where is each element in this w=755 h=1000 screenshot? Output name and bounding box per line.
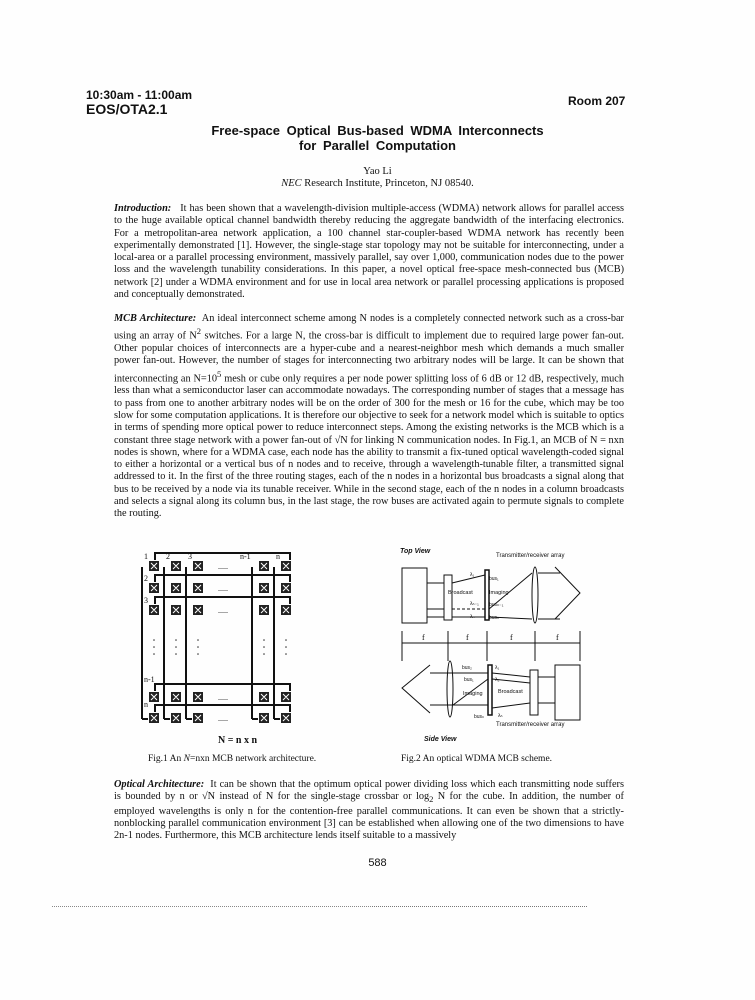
- svg-text:.....: .....: [218, 562, 228, 571]
- svg-text:λₙ₋₁: λₙ₋₁: [470, 601, 479, 607]
- author-name: Yao Li: [363, 166, 392, 177]
- svg-text:λ₂: λ₂: [495, 677, 500, 683]
- svg-text:λₙ: λₙ: [498, 713, 503, 719]
- svg-text:λₙ: λₙ: [470, 614, 475, 620]
- room-number: Room 207: [568, 94, 626, 108]
- svg-text:busₙ: busₙ: [474, 714, 485, 720]
- svg-text:Broadcast: Broadcast: [448, 590, 473, 596]
- optical-sub-a: 2: [429, 794, 434, 805]
- mcb-sup-b: 5: [217, 368, 222, 379]
- affiliation-org: NEC: [281, 178, 302, 189]
- svg-text:n-1: n-1: [240, 552, 251, 561]
- introduction-text: It has been shown that a wavelength-division multiple-access (WDMA) network allows for parallel access to the huge available optical channel bandwidth thereby reducing the aggregate bandwidth of the interfacing electronics. For a metropolitan-area network application, a 100 channel star-coupler-based WDMA network has recently been experimentally demonstrated [1]. However, the single-stage star topology may not be suitable for interconnecting, under a local-area or a parallel processing environment, massively parallel, say over 1,000, communication nodes due to the power loss and the wavelength tunability considerations. In this paper, a novel optical free-space mesh-connected bus (MCB) network [2] under a WDMA environment and for use in local area network or parallel processing applications is proposed and conceptually demonstrated.: [114, 203, 624, 301]
- svg-text:.....: .....: [218, 714, 228, 723]
- figure-2: [390, 543, 620, 753]
- optical-wdma-scheme-diagram: [390, 543, 620, 753]
- svg-text:λ₁: λ₁: [495, 665, 500, 671]
- scan-artifact-line: [52, 906, 407, 908]
- svg-text:Side View: Side View: [424, 736, 457, 743]
- title-line-2: for Parallel Computation: [299, 138, 456, 153]
- svg-text:f: f: [510, 633, 513, 642]
- optical-text-a: It can be shown that the optimum optical power dividing loss which each transmitting node suffers is bounded by n or √N instead of N for the single-stage crossbar or log: [114, 779, 624, 803]
- fig1-equation: N = n x n: [218, 735, 258, 745]
- svg-text:Transmitter/receiver array: Transmitter/receiver array: [496, 553, 565, 559]
- affiliation-rest: Research Institute, Princeton, NJ 08540.: [301, 178, 474, 189]
- introduction-section: [114, 203, 624, 301]
- figure-2-caption: Fig.2 An optical WDMA MCB scheme.: [401, 754, 553, 764]
- paper-title: [0, 123, 755, 153]
- svg-text:Broadcast: Broadcast: [498, 689, 523, 695]
- mcb-section: [114, 313, 624, 521]
- svg-text:f: f: [556, 633, 559, 642]
- svg-text:3: 3: [188, 552, 192, 561]
- svg-text:Transmitter/receiver array: Transmitter/receiver array: [496, 722, 565, 728]
- svg-text:f: f: [422, 633, 425, 642]
- author-block: [0, 166, 755, 190]
- svg-text:bus₁: bus₁: [489, 576, 499, 582]
- session-code: EOS/OTA2.1: [86, 101, 168, 117]
- svg-text:n-1: n-1: [144, 675, 155, 684]
- optical-heading: Optical Architecture:: [114, 779, 205, 790]
- svg-text:Top View: Top View: [400, 548, 431, 555]
- svg-text:bus₂: bus₂: [462, 665, 473, 671]
- svg-text:λ₁: λ₁: [470, 572, 475, 578]
- svg-text:f: f: [466, 633, 469, 642]
- svg-text:Imaging: Imaging: [463, 691, 483, 697]
- optical-section: [114, 779, 624, 843]
- svg-text:busₙ: busₙ: [489, 615, 500, 621]
- svg-text:busₙ₋₁: busₙ₋₁: [489, 602, 504, 608]
- mcb-text-b: switches. For a large N, the cross-bar is difficult to implement due to required large power fan-out. Other popular choices of interconnects are a hyper-cube and a nearest-neighbor mesh which demands a much smaller power fan-out. However, the number of stages for interconnecting two arbitrary nodes will be large. It can be shown that interconnecting an N=10: [114, 330, 624, 385]
- mcb-text-a: An ideal interconnect scheme among N nodes is a completely connected network such as a cross-bar using an array of N: [114, 313, 624, 342]
- page-number: 588: [368, 857, 387, 869]
- figure-1-caption: Fig.1 An N=nxn MCB network architecture.: [148, 754, 317, 764]
- scan-artifact-line: [372, 906, 587, 908]
- svg-text:2: 2: [144, 574, 148, 583]
- mcb-sup-a: 2: [196, 326, 202, 337]
- svg-text:Imaging: Imaging: [489, 590, 509, 596]
- svg-text:n: n: [276, 552, 280, 561]
- svg-text:.....: .....: [218, 584, 228, 593]
- svg-text:1: 1: [144, 552, 148, 561]
- introduction-heading: Introduction:: [114, 203, 172, 214]
- title-line-1: Free-space Optical Bus-based WDMA Interconnects: [211, 123, 544, 138]
- mcb-heading: MCB Architecture:: [114, 313, 197, 324]
- svg-text:3: 3: [144, 596, 148, 605]
- svg-text:.....: .....: [218, 693, 228, 702]
- svg-text:n: n: [144, 700, 148, 709]
- session-time: 10:30am - 11:00am: [86, 88, 193, 102]
- figure-1: [140, 545, 350, 745]
- mcb-network-diagram: [140, 545, 350, 745]
- affiliation: [0, 178, 755, 190]
- svg-text:2: 2: [166, 552, 170, 561]
- optical-text-b: N for the cube. In addition, the number of employed wavelengths is only n for the contention-free parallel communications. It can even be shown that a strictly-nonblocking parallel communication environment [3] can be established when allowing one of the two dimensions to have 2n-1 nodes. Furthermore, this MCB architecture lends itself suitable to a massively: [114, 791, 624, 842]
- svg-text:bus₁: bus₁: [464, 677, 474, 683]
- mcb-text-c: mesh or cube only requires a per node power splitting loss of 6 dB or 12 dB, respectively, much less than what a semiconductor laser can accommodate nowadays. The corresponding number of stages that a message has to pass from one to another arbitrary nodes will be on the order of 300 for the mesh or 16 for the cube, which may be too slow for some computation applications. It is therefore our objective to seek for a network model which is suitable to optics in terms of spending more optical power to reduce interconnect steps. Among the existing networks is the MCB which is a constant three stage network with a power fan-out of √N for linking N communication nodes. In Fig.1, an MCB of N = nxn nodes is shown, where for a WDMA case, each node has the ability to transmit a fix-tuned optical wavelength-coded signal to either a horizontal or a vertical bus of n nodes and to receive, through a wavelength-tunable filter, a transmitted signal addressed to it. In the first of the three routing stages, each of the n nodes in a horizontal bus broadcasts a signal along that bus to be received by a node via its tunable receiver. While in the second stage, each of the n nodes in a column broadcasts and selects a signal along its column bus, in the last stage, the row buses are activated again to permute signals to complete the routing.: [114, 373, 625, 520]
- svg-text:.....: .....: [218, 606, 228, 615]
